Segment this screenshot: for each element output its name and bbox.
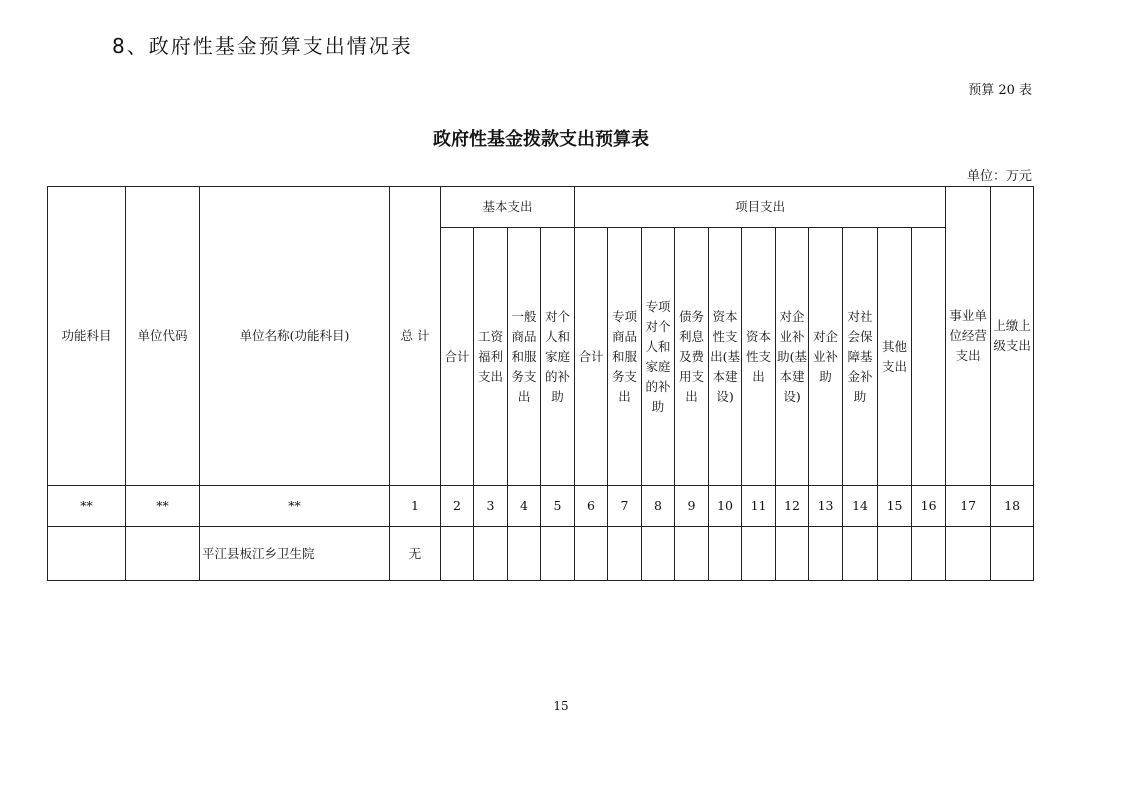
data-cell bbox=[709, 527, 742, 581]
table-row bbox=[48, 527, 1034, 581]
header-unit-code: 单位代码 bbox=[126, 187, 200, 486]
data-cell bbox=[776, 527, 809, 581]
header-unit-name: 单位名称(功能科目) bbox=[200, 187, 390, 486]
header-operating: 事业单位经营支出 bbox=[946, 187, 991, 486]
index-cell: 16 bbox=[912, 486, 946, 527]
cell-unit-code bbox=[126, 527, 200, 581]
index-cell: 3 bbox=[474, 486, 508, 527]
index-cell: 17 bbox=[946, 486, 991, 527]
data-cell bbox=[541, 527, 575, 581]
index-cell: 2 bbox=[441, 486, 474, 527]
header-capital: 资本性支出 bbox=[742, 228, 776, 486]
page-number: 15 bbox=[553, 699, 569, 713]
index-cell: 7 bbox=[608, 486, 642, 527]
data-cell bbox=[508, 527, 541, 581]
header-enterprise-basic: 对企业补助(基本建设) bbox=[776, 228, 809, 486]
data-cell bbox=[575, 527, 608, 581]
data-cell bbox=[742, 527, 776, 581]
data-cell bbox=[809, 527, 843, 581]
section-title: 8、政府性基金预算支出情况表 bbox=[112, 34, 413, 58]
header-proj-individuals: 专项对个人和家庭的补助 bbox=[642, 228, 675, 486]
header-other: 其他支出 bbox=[878, 228, 912, 486]
data-cell bbox=[675, 527, 709, 581]
index-cell: 8 bbox=[642, 486, 675, 527]
cell-func-subject bbox=[48, 527, 126, 581]
table-title: 政府性基金拨款支出预算表 bbox=[433, 129, 649, 150]
data-cell bbox=[843, 527, 878, 581]
header-goods-services: 一般商品和服务支出 bbox=[508, 228, 541, 486]
data-cell bbox=[642, 527, 675, 581]
header-social-security: 对社会保障基金补助 bbox=[843, 228, 878, 486]
header-special-goods: 专项商品和服务支出 bbox=[608, 228, 642, 486]
index-cell: 9 bbox=[675, 486, 709, 527]
data-cell bbox=[441, 527, 474, 581]
index-row bbox=[48, 486, 1034, 527]
header-wages: 工资福利支出 bbox=[474, 228, 508, 486]
index-cell: 5 bbox=[541, 486, 575, 527]
index-cell: 14 bbox=[843, 486, 878, 527]
header-basic-total: 合计 bbox=[441, 228, 474, 486]
data-cell bbox=[912, 527, 946, 581]
index-cell: 15 bbox=[878, 486, 912, 527]
index-cell: 18 bbox=[991, 486, 1034, 527]
cell-total: 无 bbox=[390, 527, 441, 581]
index-cell: 1 bbox=[390, 486, 441, 527]
header-capital-basic: 资本性支出(基本建设) bbox=[709, 228, 742, 486]
index-cell: 11 bbox=[742, 486, 776, 527]
cell-unit-name: 平江县板江乡卫生院 bbox=[200, 527, 390, 581]
index-cell: 4 bbox=[508, 486, 541, 527]
header-to-individuals: 对个人和家庭的补助 bbox=[541, 228, 575, 486]
header-basic-expenditure: 基本支出 bbox=[441, 187, 575, 228]
header-enterprise: 对企业补助 bbox=[809, 228, 843, 486]
budget-table bbox=[47, 186, 1034, 581]
data-cell bbox=[608, 527, 642, 581]
unit-label: 单位：万元 bbox=[966, 169, 1032, 184]
header-superior: 上缴上级支出 bbox=[991, 187, 1034, 486]
header-row-1 bbox=[48, 187, 1034, 228]
index-cell: ** bbox=[48, 486, 126, 527]
data-cell bbox=[878, 527, 912, 581]
index-cell: 13 bbox=[809, 486, 843, 527]
header-total: 总 计 bbox=[390, 187, 441, 486]
index-cell: 6 bbox=[575, 486, 608, 527]
data-cell bbox=[991, 527, 1034, 581]
header-func-subject: 功能科目 bbox=[48, 187, 126, 486]
index-cell: 10 bbox=[709, 486, 742, 527]
header-project-total: 合计 bbox=[575, 228, 608, 486]
index-cell: ** bbox=[126, 486, 200, 527]
header-debt-interest: 债务利息及费用支出 bbox=[675, 228, 709, 486]
header-project-expenditure: 项目支出 bbox=[575, 187, 946, 228]
data-cell bbox=[474, 527, 508, 581]
table-number: 预算 20 表 bbox=[968, 83, 1032, 98]
index-cell: 12 bbox=[776, 486, 809, 527]
data-cell bbox=[946, 527, 991, 581]
index-cell: ** bbox=[200, 486, 390, 527]
